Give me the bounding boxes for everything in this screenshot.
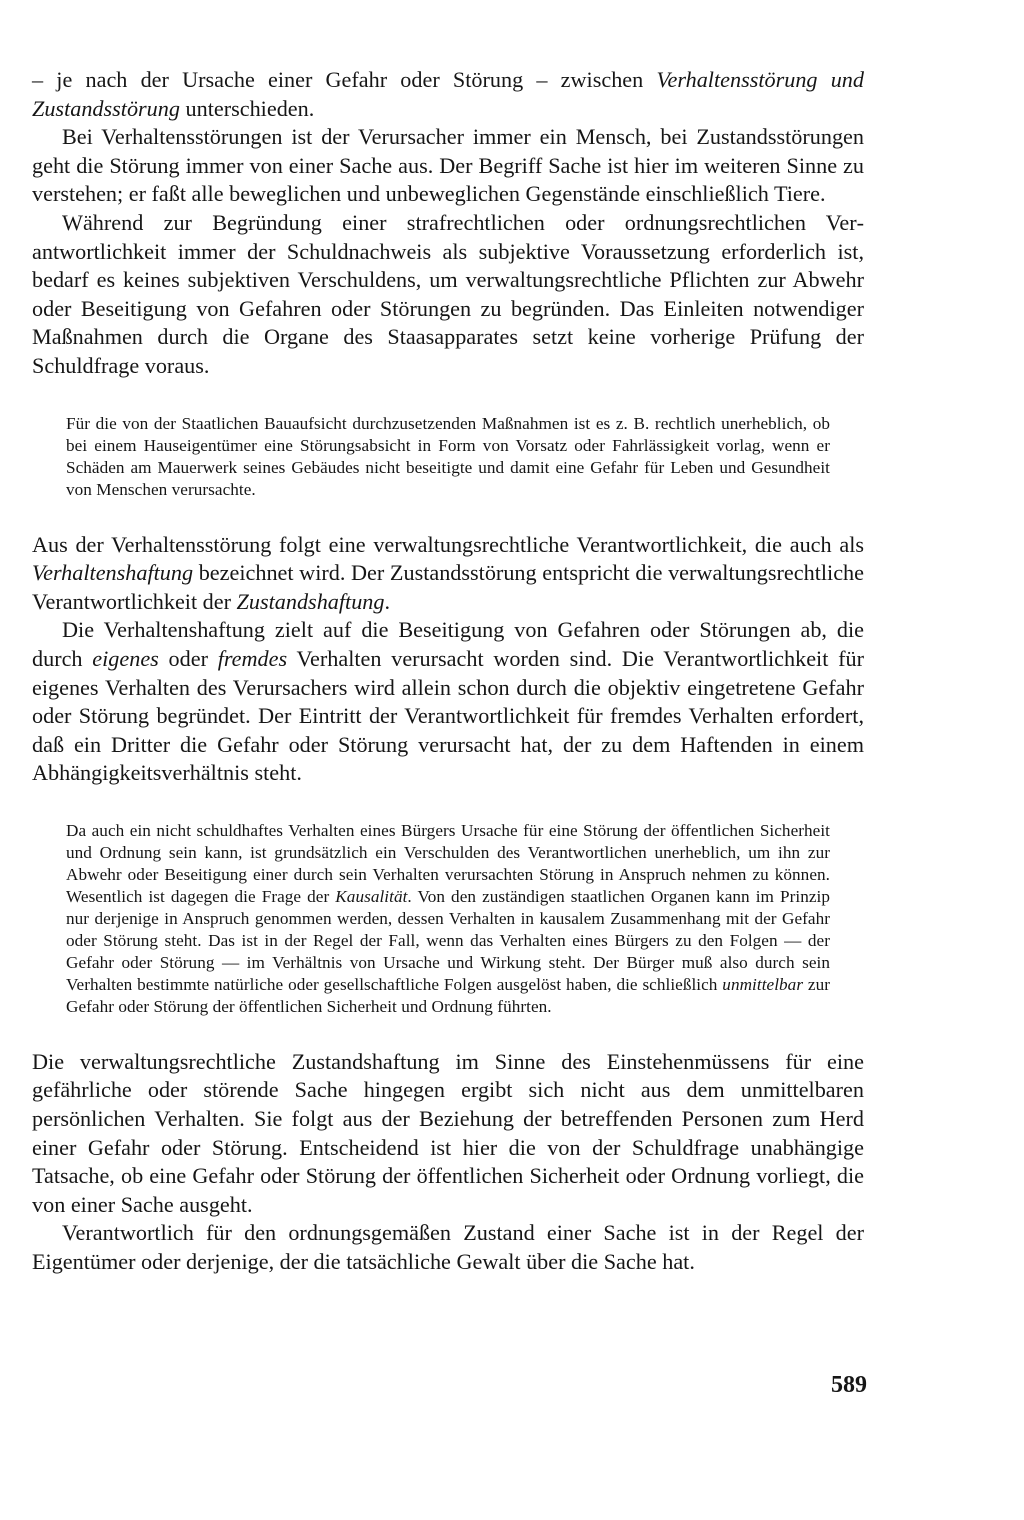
example-bauaufsicht: Für die von der Staatlichen Bauaufsicht durchzusetzenden Maßnahmen ist es z. B. rechtlich unerheblich, ob bei einem Hauseigentümer eine Störungsabsicht in Form von Vorsatz oder Fahrlässigkeit vorlag, wenn er Schäden am Mauerwerk seines Gebäudes nicht beseitigte und damit eine Gefahr für Leben und Gesundheit von Menschen verursachte. xyxy=(66,413,830,499)
paragraph-schuldnachweis: Während zur Begründung einer strafrechtlichen oder ordnungsrechtlichen Verantwortlichkeit immer der Schuldnachweis als subjektive Voraussetzung erforderlich ist, bedarf es keines subjektiven Verschuldens, um verwaltungsrechtliche Pflichten zur Abwehr oder Beseitigung von Gefahren oder Störungen zu begründen. Das Einleiten notwendiger Maßnahmen durch die Organe des Staasapparates setzt keine vorherige Prüfung der Schuldfrage voraus. xyxy=(32,209,864,378)
emphasis-text: Verhaltensstörung und Zustandsstörung xyxy=(32,67,864,121)
paragraph-verhaltensstoerung: Bei Verhaltensstörungen ist der Verursacher immer ein Mensch, bei Zustandsstörungen geht die Störung immer von einer Sache aus. Der Begriff Sache ist hier im weiteren Sinne zu verstehen; er faßt alle beweglichen und unbeweglichen Gegenstände einschließlich Tiere. xyxy=(32,124,864,207)
text-run: unterschieden. xyxy=(179,95,315,121)
example-kausalitaet xyxy=(66,820,830,1018)
emphasis-text: Kausalität xyxy=(335,886,408,906)
text-run: bezeichnet wird. Der Zustandsstörung entspricht die verwaltungsrechtliche Verantwortlichkeit der xyxy=(32,560,864,614)
paragraph-eigentuemer: Verantwortlich für den ordnungsgemäßen Zustand einer Sache ist in der Regel der Eigentümer oder derjenige, der die tatsächliche Gewalt über die Sache hat. xyxy=(32,1220,864,1275)
emphasis-text: unmittelbar xyxy=(722,974,804,994)
page-number: 589 xyxy=(831,1372,867,1398)
text-run: . Von den zuständigen staatlichen Organen kann im Prinzip nur derjenige in Anspruch genommen werden, dessen Verhalten in kausalem Zusammenhang mit der Gefahr oder Störung steht. Das ist in der Regel der Fall, wenn das Verhalten eines Bürgers zu den Folgen — der Gefahr oder Störung — im Verhältnis von Ursache und Wirkung steht. Der Bürger muß also durch sein Verhalten bestimmte natürliche oder gesellschaftliche Folgen ausgelöst haben, die schließlich xyxy=(66,886,830,994)
text-run: Die Verhaltenshaftung zielt auf die Beseitigung von Gefahren oder Störungen ab, die durch xyxy=(32,617,864,671)
paragraph-zustandshaftung: Die verwaltungsrechtliche Zustandshaftung im Sinne des Einstehenmüssens für eine gefährliche oder störende Sache hingegen ergibt sich nicht aus dem unmittelbaren persönlichen Verhalten. Sie folgt aus der Beziehung der betreffenden Personen zum Herd einer Gefahr oder Störung. Entscheidend ist hier die von der Schuldfrage unabhängige Tatsache, ob eine Gefahr oder Störung der öffentlichen Sicherheit oder Ordnung vorliegt, die von einer Sache ausgeht. xyxy=(32,1048,864,1217)
text-run: oder xyxy=(158,645,218,671)
emphasis-text: Verhaltenshaftung xyxy=(32,560,194,586)
emphasis-text: Zustandshaftung xyxy=(236,588,385,614)
paragraph-verhaltenshaftung xyxy=(32,531,864,617)
text-run: Verhalten verursacht worden sind. Die Verantwortlichkeit für eigenes Verhalten des Verursachers wird allein schon durch die objektiv eingetretene Gefahr oder Störung begründet. Der Eintritt der Verantwortlichkeit für fremdes Verhalten erfordert, daß ein Dritter die Gefahr oder Störung verursacht hat, der zu dem Haftenden in einem Abhängigkeitsverhältnis steht. xyxy=(32,645,864,786)
text-run: – je nach der Ursache einer Gefahr oder Störung – zwischen xyxy=(32,67,657,92)
emphasis-text: fremdes xyxy=(217,645,288,671)
paragraph-eigenes-fremdes xyxy=(32,616,864,788)
text-run: Aus der Verhaltensstörung folgt eine verwaltungsrechtliche Verantwortlichkeit, die auch als xyxy=(32,531,864,557)
emphasis-text: eigenes xyxy=(92,645,159,671)
text-run: . xyxy=(384,588,391,614)
text-run: zur Gefahr oder Störung der öffentlichen Sicherheit und Ordnung führten. xyxy=(66,974,830,1016)
text-run: Da auch ein nicht schuldhaftes Verhalten eines Bürgers Ursache für eine Störung der öffentlichen Sicherheit und Ordnung sein kann, ist grundsätzlich ein Verschulden des Verantwortlichen unerheblich, um ihn zur Abwehr oder Beseitigung einer durch sein Verhalten verursachten Störung in Anspruch nehmen zu können. Wesentlich ist dagegen die Frage der xyxy=(66,820,830,906)
page-body xyxy=(32,66,864,1277)
paragraph-continuation xyxy=(32,66,864,123)
